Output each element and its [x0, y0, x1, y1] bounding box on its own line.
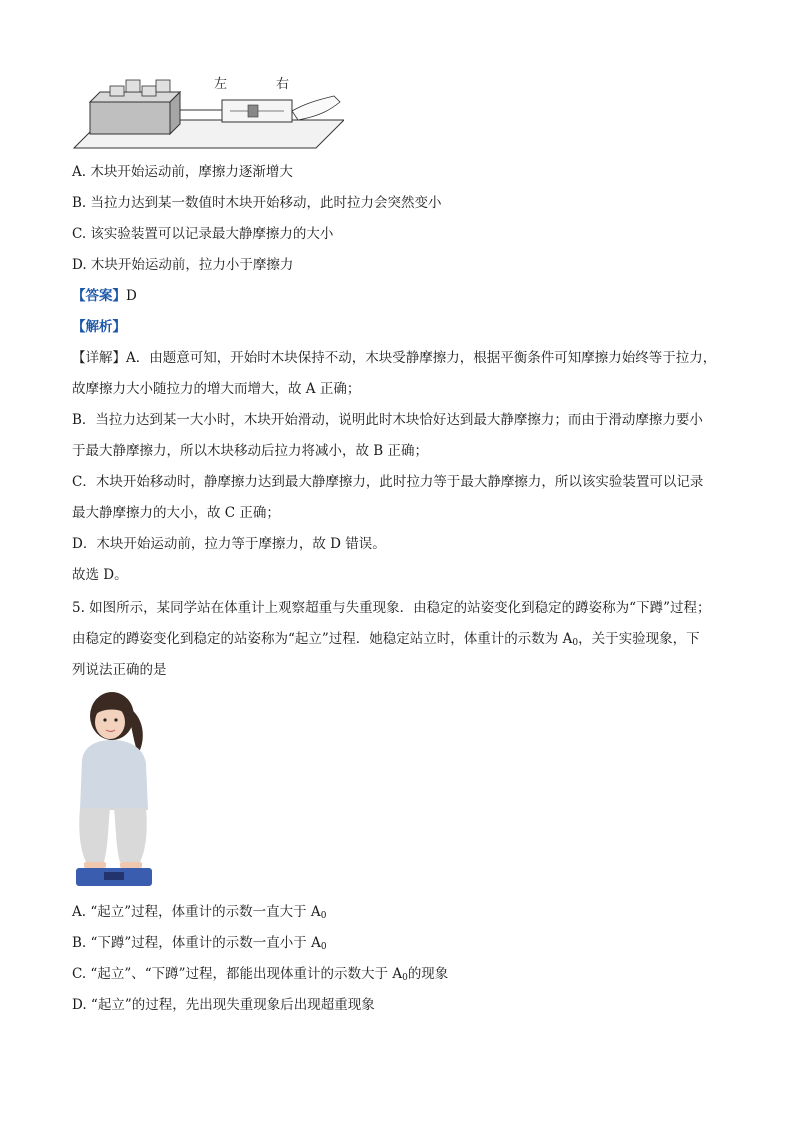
explanation-c-line1: C．木块开始移动时，静摩擦力达到最大静摩擦力，此时拉力等于最大静摩擦力，所以该实验装置可以记录: [72, 474, 704, 490]
conclusion-line: 故选 D。: [72, 567, 128, 583]
answer-line: [72, 286, 137, 306]
answer-label: 【答案】: [72, 288, 126, 304]
explanation-a-line2: 故摩擦力大小随拉力的增大而增大，故 A 正确；: [72, 381, 361, 397]
answer-value: D: [126, 288, 137, 304]
analysis-label: 【解析】: [72, 319, 126, 335]
right-label: 右: [276, 77, 290, 92]
q5-option-c: C. “起立”、“下蹲”过程，都能出现体重计的示数大于 $A_0$的现象: [72, 966, 449, 983]
q5-stem-line3: 列说法正确的是: [72, 662, 167, 678]
explanation-c-line2: 最大静摩擦力的大小，故 C 正确；: [72, 505, 280, 521]
explanation-a-line1: 【详解】A．由题意可知，开始时木块保持不动，木块受静摩擦力，根据平衡条件可知摩擦力始终等于拉力，: [72, 350, 717, 366]
explanation-d-line: D．木块开始运动前，拉力等于摩擦力，故 D 错误。: [72, 536, 386, 552]
q4-option-d: D. 木块开始运动前，拉力小于摩擦力: [72, 257, 294, 273]
q4-option-c: C. 该实验装置可以记录最大静摩擦力的大小: [72, 226, 334, 242]
q5-stem-line2: 由稳定的蹲姿变化到稳定的站姿称为“起立”过程．她稳定站立时，体重计的示数为 $A_0$，关于实验现象，下: [72, 631, 700, 648]
left-label: 左: [214, 77, 228, 92]
q5-option-b: B. “下蹲”过程，体重计的示数一直小于 $A_0$: [72, 935, 327, 952]
explanation-b-line2: 于最大静摩擦力，所以木块移动后拉力将减小，故 B 正确；: [72, 443, 429, 459]
q5-option-d: D. “起立”的过程，先出现失重现象后出现超重现象: [72, 997, 375, 1013]
q4-option-b: B. 当拉力达到某一数值时木块开始移动，此时拉力会突然变小: [72, 195, 442, 211]
friction-experiment-figure: [72, 70, 344, 152]
girl-on-scale-figure: [74, 690, 156, 890]
explanation-b-line1: B．当拉力达到某一大小时，木块开始滑动，说明此时木块恰好达到最大静摩擦力；而由于滑动摩擦力要小: [72, 412, 703, 428]
q4-option-a: A. 木块开始运动前，摩擦力逐渐增大: [72, 164, 293, 180]
detail-label: 【详解】: [72, 350, 126, 366]
q5-option-a: A. “起立”过程，体重计的示数一直大于 $A_0$: [72, 904, 327, 921]
q5-stem-line1: 5. 如图所示，某同学站在体重计上观察超重与失重现象．由稳定的站姿变化到稳定的蹲姿称为“下蹲”过程；: [72, 600, 711, 616]
